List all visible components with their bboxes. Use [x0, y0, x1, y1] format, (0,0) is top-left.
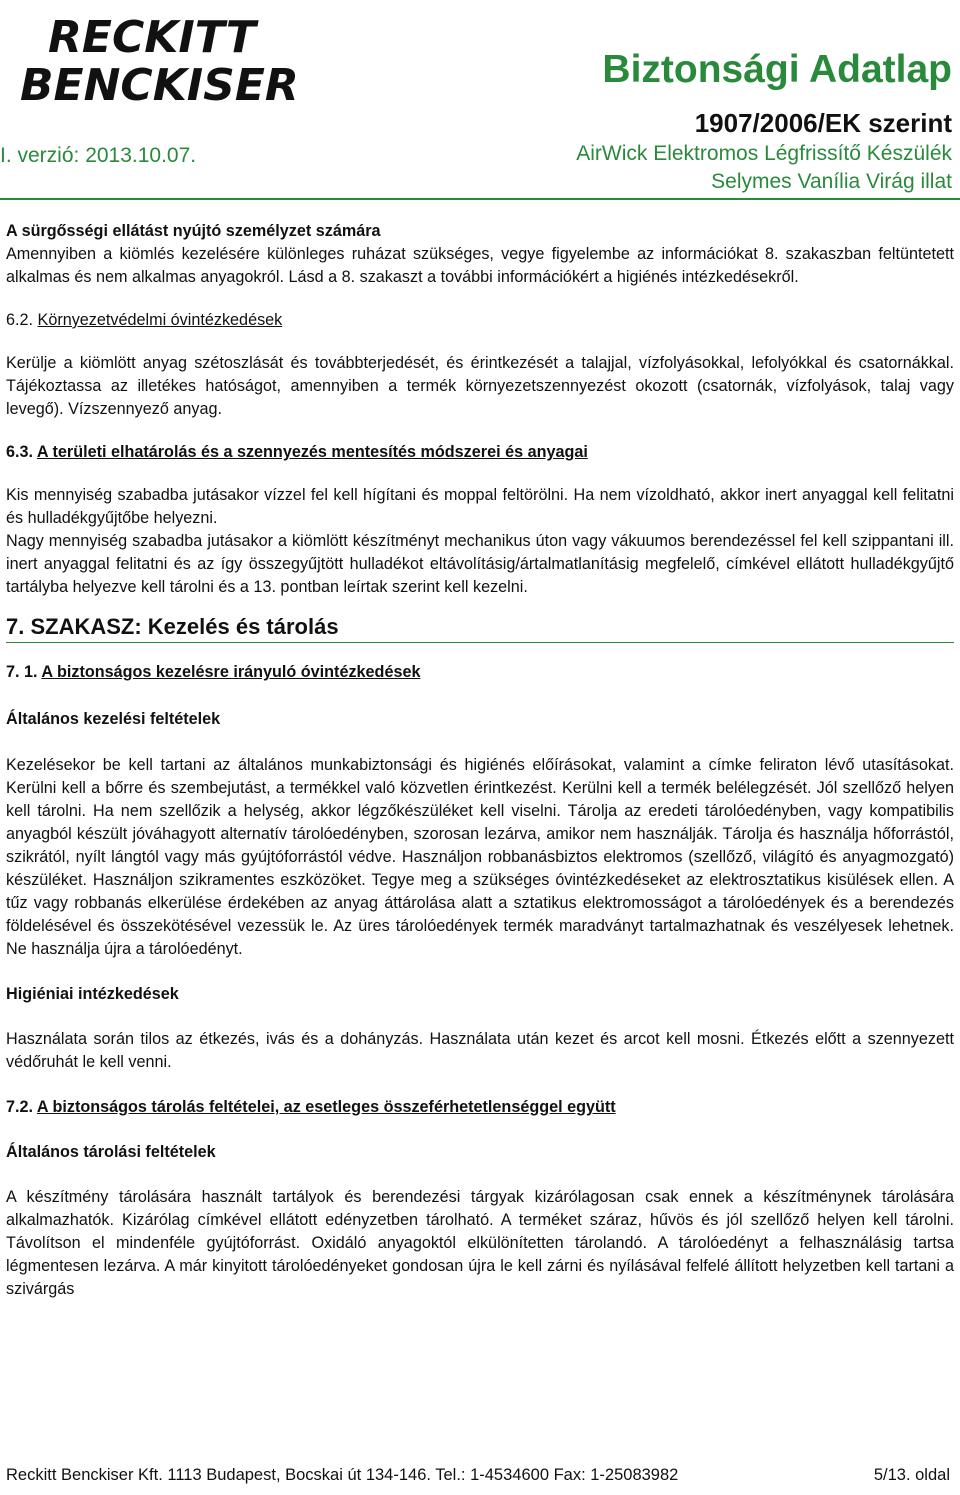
version-label: I. verzió: 2013.10.07.: [0, 144, 197, 167]
logo-line1: RECKITT: [48, 12, 256, 63]
section-6-3-text2: Nagy mennyiség szabadba jutásakor a kiömlött készítményt mechanikus úton vagy vákuumos berendezéssel fel kell szippantani ill. inert anyaggal felitatni és az így összegyűjtött hulladékot eltávolításig/ártalmatlanításig megfelelő, címkével ellátott hulladékgyűjtő tartályba helyezve kell tárolni és a 13. pontban leírtak szerint kell kezelni.: [6, 532, 954, 596]
page-footer: [6, 1466, 950, 1485]
reckitt-benckiser-logo: [18, 8, 308, 104]
emergency-heading: A sürgősségi ellátást nyújtó személyzet számára: [6, 222, 381, 240]
header-divider: [0, 198, 960, 200]
section-7-2-title: A biztonságos tárolás feltételei, az esetleges összeférhetetlenséggel együtt: [36, 1098, 616, 1116]
general-handling-heading: Általános kezelési feltételek: [6, 710, 221, 728]
section-6-2-title: Környezetvédelmi óvintézkedések: [37, 311, 283, 329]
document-body: [6, 220, 954, 1301]
section-6-2-number: 6.2.: [6, 311, 34, 329]
product-name: [576, 140, 952, 196]
section-7-2-number: 7.2.: [6, 1098, 34, 1116]
section-6-3-heading: [6, 441, 954, 464]
section-6-3-number: 6.3.: [6, 443, 34, 461]
section-6-2-text: Kerülje a kiömlött anyag szétoszlását és továbbterjedését, és érintkezését a talajjal, vízfolyásokkal, lefolyókkal és csatornákkal. Tájékoztassa az illetékes hatóságot, amennyiben a termék környezetszennyezést okozott (csatornák, vízfolyások, talaj vagy levegő). Vízszennyező anyag.: [6, 354, 954, 418]
general-handling-text: Kezelésekor be kell tartani az általános munkabiztonsági és higiénés előírásokat, valamint a címke feliraton lévő utasításokat. Kerülni kell a bőrre és szembejutást, a termékkel való közvetlen érintkezést. Kerülni kell a termék belélegzését. Jól szellőző helyen kell tárolni. Ha nem szellőzik a helység, akkor légzőkészüléket kell viselni. Tárolja az eredeti tárolóedényben, vagy kompatibilis anyagból készült jóváhagyott alternatív tárolóedényben, szorosan lezárva, amikor nem használják. Tárolja és használja hőforrástól, szikrától, nyílt lángtól vagy más gyújtóforrástól védve. Használjon robbanásbiztos elektromos (szellőző, világító és anyagmozgató) készüléket. Használjon szikramentes eszközöket. Tegye meg a szükséges óvintézkedéseket az elektrosztatikus kisülések ellen. A tűz vagy robbanás elkerülése érdekében az anyag áttárolása alatt a sztatikus elektromosságot a tárolóedények és a berendezés földelésével és összekötésével vezessük le. Az üres tárolóedények termék maradványt tartalmazhatnak és veszélyesek lehetnek. Ne használja újra a tárolóedényt.: [6, 756, 954, 958]
section-6-3-title: A területi elhatárolás és a szennyezés mentesítés módszerei és anyagai: [36, 443, 588, 461]
logo-line2: BENCKISER: [20, 60, 299, 104]
hygiene-heading: Higiéniai intézkedések: [6, 985, 179, 1003]
regulation-reference: 1907/2006/EK szerint: [694, 108, 952, 138]
section-7-1-heading: [6, 661, 954, 684]
general-storage-text: A készítmény tárolására használt tartályok és berendezési tárgyak kizárólagosan csak ennek a készítménynek tárolására alkalmazhatók. Kizárólag címkével ellátott edényzetben tárolható. A terméket száraz, hűvös és jól szellőző helyen kell tárolni. Távolítson el mindenféle gyújtóforrást. Oxidáló anyagoktól elkülönítetten tárolandó. A tárolóedényt a felhasználásig tartsa légmentesen lezárva. A már kinyitott tárolóedényeket gondosan újra le kell zárni és nyílásával felfelé állított helyzetben kell tartani a szivárgás: [6, 1188, 954, 1298]
product-line2: Selymes Vanília Virág illat: [711, 170, 952, 193]
section-7-title: 7. SZAKASZ: Kezelés és tárolás: [6, 615, 954, 643]
section-7-1-title: A biztonságos kezelésre irányuló óvintézkedések: [41, 663, 421, 681]
emergency-text: Amennyiben a kiömlés kezelésére különleges ruházat szükséges, vegye figyelembe az információkat 8. szakaszban feltüntetett alkalmas és nem alkalmas anyagokról. Lásd a 8. szakaszt a további információkért a higiénés intézkedésekről.: [6, 245, 954, 286]
footer-address: Reckitt Benckiser Kft. 1113 Budapest, Bocskai út 134-146. Tel.: 1-4534600 Fax: 1-25083982: [6, 1466, 679, 1484]
general-storage-heading: Általános tárolási feltételek: [6, 1143, 216, 1161]
section-6-3-text1: Kis mennyiség szabadba jutásakor vízzel fel kell hígítani és moppal feltörölni. Ha nem vízoldható, akkor inert anyaggal kell felitatni és hulladékgyűjtőbe helyezni.: [6, 486, 954, 527]
section-7-1-number: 7. 1.: [6, 663, 38, 681]
section-6-2-heading: [6, 309, 954, 332]
document-title: Biztonsági Adatlap: [602, 48, 952, 91]
page-number: 5/13. oldal: [873, 1466, 950, 1484]
hygiene-text: Használata során tilos az étkezés, ivás és a dohányzás. Használata után kezet és arcot kell mosni. Étkezés előtt a szennyezett védőruhát le kell venni.: [6, 1030, 954, 1071]
product-line1: AirWick Elektromos Légfrissítő Készülék: [576, 142, 952, 165]
section-7-2-heading: [6, 1096, 954, 1119]
